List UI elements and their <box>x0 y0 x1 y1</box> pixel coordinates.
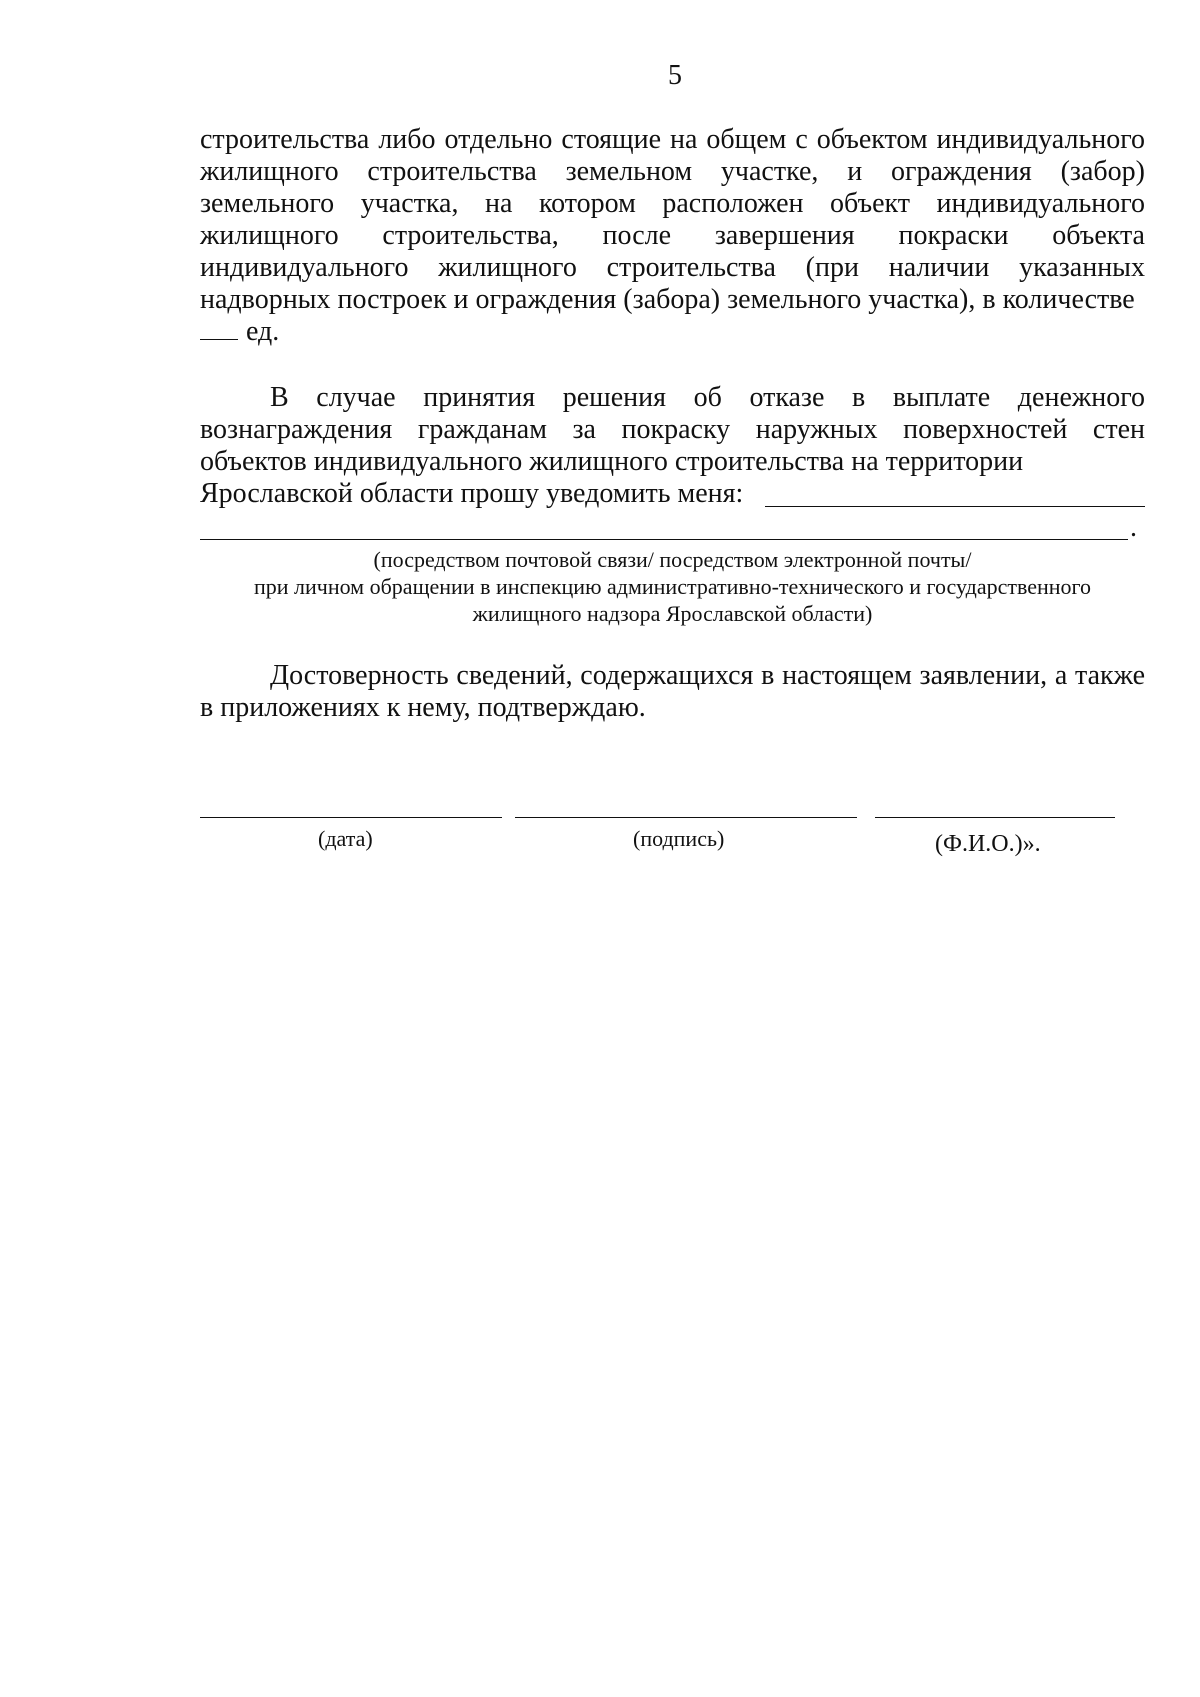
date-label: (дата) <box>318 826 373 851</box>
hint-line-1: (посредством почтовой связи/ посредством электронной почты/ <box>373 547 972 572</box>
notify-blank[interactable] <box>765 506 1145 507</box>
name-label: (Ф.И.О.)». <box>935 831 1041 857</box>
quantity-blank[interactable] <box>200 321 238 340</box>
date-blank[interactable] <box>200 817 502 818</box>
quantity-unit: ед. <box>246 316 280 347</box>
paragraph-confirmation: Достоверность сведений, содержащихся в настоящем заявлении, а также в приложениях к нему, подтверждаю. <box>200 660 1145 723</box>
notification-hint <box>200 546 1145 627</box>
notify-line <box>200 478 1145 510</box>
notify-label: Ярославской области прошу уведомить меня: <box>200 478 744 509</box>
page-number: 5 <box>668 60 682 91</box>
hint-line-2: при личном обращении в инспекцию административно-технического и государственного <box>253 574 1092 599</box>
signature-blank[interactable] <box>515 817 857 818</box>
hint-line-3: жилищного надзора Ярославской области) <box>472 601 873 626</box>
paragraph-buildings: строительства либо отдельно стоящие на общем с объектом индивидуального жилищного строительства земельном участке, и ограждения (забор) земельного участка, на котором расположен объект индивидуального жилищного строительства, после завершения покраски объекта индивидуального жилищного строительства (при наличии указанных надворных построек и ограждения (забора) земельного участка), в количестве <box>200 124 1145 315</box>
paragraph-refusal: В случае принятия решения об отказе в выплате денежного вознаграждения гражданам за покраску наружных поверхностей стен объектов индивидуального жилищного строительства на территории <box>200 382 1145 477</box>
notify-end-mark: . <box>1130 512 1137 543</box>
notify-full-blank[interactable] <box>200 539 1128 540</box>
name-blank[interactable] <box>875 817 1115 818</box>
signature-label: (подпись) <box>633 826 725 851</box>
quantity-line <box>200 316 279 348</box>
